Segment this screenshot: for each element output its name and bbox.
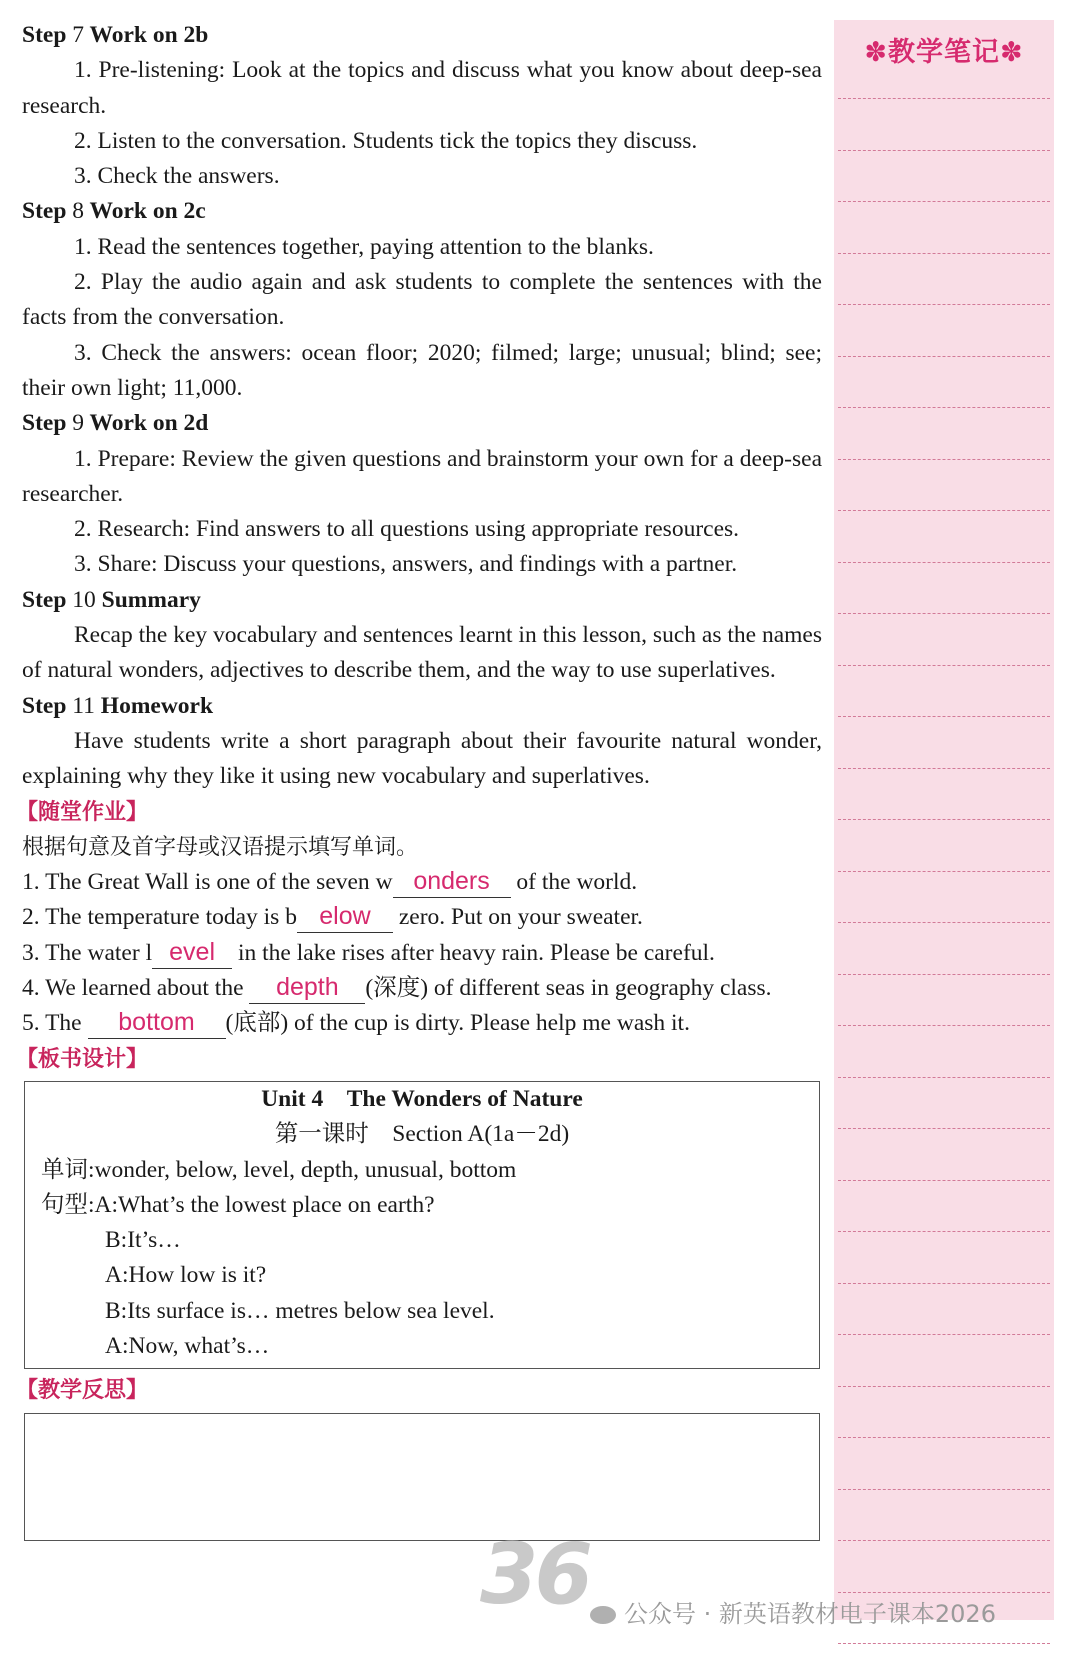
note-line: [838, 871, 1050, 872]
step-11-text: Have students write a short paragraph about their favourite natural wonder, explaining why they like it using new vocabulary and superlatives.: [22, 727, 822, 790]
sidebar-title: ✽教学笔记✽: [864, 37, 1024, 68]
note-line: [838, 356, 1050, 357]
exercise-3: 3. The water l evel in the lake rises after heavy rain. Please be careful.: [22, 936, 822, 971]
note-line: [838, 613, 1050, 614]
teaching-notes-sidebar: [834, 20, 1054, 1620]
note-line: [838, 1128, 1050, 1129]
step-10-text: Recap the key vocabulary and sentences learnt in this lesson, such as the names of natural wonders, adjectives to describe them, and the way to use superlatives.: [22, 622, 822, 684]
note-line: [838, 1180, 1050, 1181]
note-line: [838, 1386, 1050, 1387]
board-dialogue-line: B:It’s…: [105, 1227, 181, 1254]
exercise-4: 4. We learned about the depth (深度) of different seas in geography class.: [22, 971, 822, 1006]
note-line: [838, 98, 1050, 99]
note-line: [838, 716, 1050, 717]
step-8-heading: Step 8 Work on 2c: [22, 198, 206, 225]
exercise-5-answer: bottom: [118, 1008, 195, 1037]
note-line: [838, 201, 1050, 202]
note-line: [838, 1489, 1050, 1490]
homework-instruction: 根据句意及首字母或汉语提示填写单词。: [22, 834, 419, 860]
step-9-item-3: 3. Share: Discuss your questions, answers, and findings with a partner.: [74, 551, 738, 578]
step-7-item-1: 1. Pre-listening: Look at the topics and discuss what you know about deep-sea research.: [22, 57, 822, 119]
board-design-box: [24, 1081, 820, 1369]
exercise-5: 5. The bottom (底部) of the cup is dirty. Please help me wash it.: [22, 1006, 822, 1041]
reflection-box: [24, 1413, 820, 1541]
note-line: [838, 1437, 1050, 1438]
note-line: [838, 150, 1050, 151]
note-line: [838, 1283, 1050, 1284]
note-line: [838, 459, 1050, 460]
note-line: [838, 1077, 1050, 1078]
note-line: [838, 253, 1050, 254]
exercise-4-blank: [249, 972, 365, 1004]
exercise-3-blank: [152, 937, 232, 969]
board-subtitle: 第一课时 Section A(1a－2d): [274, 1121, 570, 1148]
exercise-5-blank: [88, 1007, 226, 1039]
note-line: [838, 1592, 1050, 1593]
exercise-4-answer: depth: [276, 973, 339, 1002]
note-line: [838, 1025, 1050, 1026]
board-dialogue-line: A:How low is it?: [105, 1262, 267, 1289]
note-line: [838, 1334, 1050, 1335]
board-tag: 【板书设计】: [16, 1046, 149, 1072]
step-8-item-1: 1. Read the sentences together, paying attention to the blanks.: [74, 233, 654, 260]
reflection-tag: 【教学反思】: [16, 1378, 149, 1404]
step-7-item-3: 3. Check the answers.: [74, 163, 280, 190]
watermark: [590, 1594, 996, 1629]
note-line: [838, 1643, 1050, 1644]
board-title: Unit 4 The Wonders of Nature: [261, 1085, 583, 1112]
homework-tag: 【随堂作业】: [16, 799, 149, 825]
step-11-heading: Step 11 Homework: [22, 692, 214, 719]
note-line: [838, 1231, 1050, 1232]
note-line: [838, 407, 1050, 408]
step-10-heading: Step 10 Summary: [22, 586, 201, 613]
step-7-heading: Step 7 Work on 2b: [22, 22, 209, 48]
note-line: [838, 562, 1050, 563]
board-vocab-line: 单词:wonder, below, level, depth, unusual, bottom: [41, 1156, 517, 1183]
exercise-1-blank: [393, 866, 511, 898]
exercise-2-blank: [297, 901, 393, 933]
exercise-1-answer: onders: [413, 867, 490, 896]
step-9-item-1: 1. Prepare: Review the given questions and brainstorm your own for a deep-sea researcher.: [22, 445, 822, 507]
exercise-3-answer: evel: [169, 937, 216, 966]
step-9-item-2: 2. Research: Find answers to all questions using appropriate resources.: [74, 516, 740, 543]
note-line: [838, 922, 1050, 923]
note-line: [838, 304, 1050, 305]
exercise-2: 2. The temperature today is b elow zero. Put on your sweater.: [22, 900, 822, 935]
board-dialogue-line: B:Its surface is… metres below sea level.: [105, 1297, 495, 1324]
step-9-heading: Step 9 Work on 2d: [22, 410, 209, 437]
page-number: 36: [480, 1525, 589, 1623]
lesson-content: [16, 18, 822, 1541]
exercise-2-answer: elow: [319, 902, 371, 931]
note-line: [838, 510, 1050, 511]
wechat-icon: [590, 1606, 616, 1624]
watermark-text: 公众号 · 新英语教材电子课本2026: [624, 1600, 996, 1628]
step-8-item-2: 2. Play the audio again and ask students to complete the sentences with the facts from the conversation.: [22, 269, 822, 331]
note-line: [838, 819, 1050, 820]
exercise-1: 1. The Great Wall is one of the seven w onders of the world.: [22, 865, 822, 900]
note-line: [838, 1540, 1050, 1541]
note-line: [838, 768, 1050, 769]
note-line: [838, 665, 1050, 666]
note-line: [838, 974, 1050, 975]
step-8-item-3: 3. Check the answers: ocean floor; 2020; filmed; large; unusual; blind; see; their own light; 11,000.: [22, 339, 822, 401]
board-dialogue-line: A:Now, what’s…: [105, 1332, 270, 1359]
board-pattern-line: 句型:A:What’s the lowest place on earth?: [41, 1191, 435, 1218]
step-7-item-2: 2. Listen to the conversation. Students tick the topics they discuss.: [74, 127, 698, 154]
